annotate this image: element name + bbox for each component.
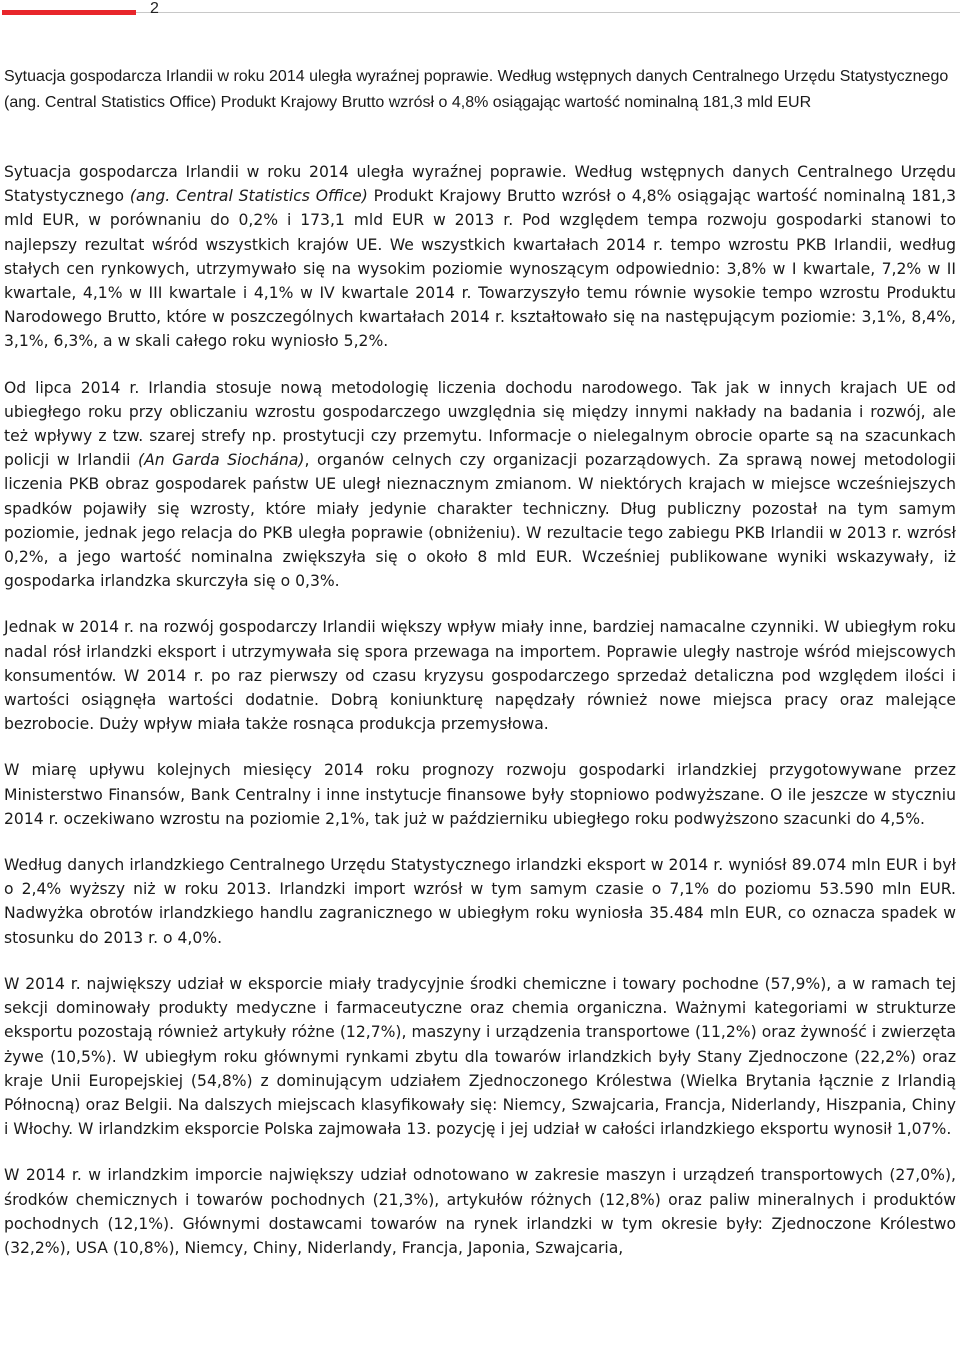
paragraph-imports: W 2014 r. w irlandzkim imporcie największy udział odnotowano w zakresie maszyn i urządzeń transportowych (27,0%), środków chemicznych i towarów pochodnych (21,3%), artykułów różnych (12,8%) oraz paliw mineralnych i produktów pochodnych (12,1%). Głównymi dostawcami towarów na rynek irlandzki w tym okresie były: Zjednoczone Królestwo (32,2%), USA (10,8%), Niemcy, Chiny, Niderlandy, Francja, Japonia, Szwajcaria, bbox=[4, 1166, 956, 1257]
page-header bbox=[0, 0, 960, 30]
paragraph-gdp-growth bbox=[4, 160, 956, 354]
paragraph-methodology-text-a: Od lipca 2014 r. Irlandia stosuje nową metodologię liczenia dochodu narodowego. Tak jak w innych krajach UE od ubiegłego roku przy obliczaniu wzrostu gospodarczego uwzględnia się między innymi nakłady na badania i rozwój, ale też wpływy z tzw. szarej strefy np. prostytucji czy przemytu. Informacje o nielegalnym obrocie oparte są na szacunkach policji w Irlandii bbox=[4, 378, 956, 470]
header-gray-rule bbox=[136, 12, 960, 13]
paragraph-forecasts: W miarę upływu kolejnych miesięcy 2014 roku prognozy rozwoju gospodarki irlandzkiej przygotowywane przez Ministerstwo Finansów, Bank Centralny i inne instytucje finansowe były stopniowo podwyższane. O ile jeszcze w styczniu 2014 r. oczekiwano wzrostu na poziomie 2,1%, tak już w październiku ubiegłego roku podwyższono szacunki do 4,5%. bbox=[4, 761, 956, 828]
header-red-rule bbox=[2, 10, 136, 15]
paragraph-methodology-italic: (An Garda Siochána) bbox=[138, 451, 305, 470]
paragraph-gdp-growth-text-b: Produkt Krajowy Brutto wzrósł o 4,8% osiągając wartość nominalną 181,3 mld EUR, w porównaniu do 0,2% i 173,1 mld EUR w 2013 r. Pod względem tempa rozwoju gospodarki stanowi to najlepszy rezultat wśród wszystkich krajów UE. We wszystkich kwartałach 2014 r. tempo wzrostu PKB Irlandii, według stałych cen rynkowych, utrzymywało się na wysokim poziomie wynoszącym odpowiednio: 3,8% w I kwartale, 7,2% w II kwartale, 4,1% w III kwartale i 4,1% w IV kwartale 2014 r. Towarzyszyło temu równie wysokie tempo wzrostu Produktu Narodowego Brutto, które w poszczególnych kwartałach 2014 r. kształtowało się na następującym poziomie: 3,1%, 8,4%, 3,1%, 6,3%, a w skali całego roku wyniosło 5,2%. bbox=[4, 187, 956, 351]
paragraph-growth-factors: Jednak w 2014 r. na rozwój gospodarczy Irlandii większy wpływ miały inne, bardziej namacalne czynniki. W ubiegłym roku nadal rósł irlandzki eksport i utrzymywała się spora przewaga na importem. Poprawie uległy nastroje wśród miejscowych konsumentów. W 2014 r. po raz pierwszy od czasu kryzysu gospodarczego sprzedaż detaliczna pod względem ilości i wartości osiągnęła wartości dodatnie. Dobrą koniunkturę napędzały również nowe miejsca pracy oraz malejące bezrobocie. Duży wpływ miała także rosnąca produkcja przemysłowa. bbox=[4, 618, 956, 734]
paragraph-methodology bbox=[4, 376, 956, 594]
paragraph-gdp-growth-text-a: Sytuacja gospodarcza Irlandii w roku 2014 uległa wyraźnej poprawie. Według wstępnych danych Centralnego Urzędu Statystycznego bbox=[4, 163, 956, 206]
paragraph-methodology-text-b: , organów celnych czy organizacji pozarządowych. Za sprawą nowej metodologii liczenia PKB obraz gospodarek państw UE uległ nieznacznym zmianom. W niektórych krajach w miejsce wcześniejszych spadków pojawiły się wzrosty, które miały jedynie charakter techniczny. Dług publiczny pozostał na tym samym poziomie, jednak jego relacja do PKB uległa poprawie (obniżeniu). W rezultacie tego zabiegu PKB Irlandii w 2013 r. wzrósł 0,2%, a jego wartość nominalna zwiększyła się o około 8 mld EUR. Wcześniej publikowane wyniki wskazywały, iż gospodarka irlandzka skurczyła się o 0,3%. bbox=[4, 451, 956, 591]
page-number: 2 bbox=[150, 0, 159, 17]
paragraph-trade: Według danych irlandzkiego Centralnego Urzędu Statystycznego irlandzki eksport w 2014 r. wyniósł 89.074 mln EUR i był o 2,4% wyższy niż w roku 2013. Irlandzki import wzrósł w tym samym czasie o 7,1% do poziomu 53.590 mln EUR. Nadwyżka obrotów irlandzkiego handlu zagranicznego w ubiegłym roku wyniosła 35.484 mln EUR, co oznacza spadek w stosunku do 2013 r. o 4,0%. bbox=[4, 856, 956, 947]
lead-paragraph: Sytuacja gospodarcza Irlandii w roku 2014 uległa wyraźnej poprawie. Według wstępnych danych Centralnego Urzędu Statystycznego (ang. Central Statistics Office) Produkt Krajowy Brutto wzrósł o 4,8% osiągając wartość nominalną 181,3 mld EUR bbox=[4, 68, 949, 111]
paragraph-exports: W 2014 r. największy udział w eksporcie miały tradycyjnie środki chemiczne i towary pochodne (57,9%), a w ramach tej sekcji dominowały produkty medyczne i farmaceutyczne oraz chemia organiczna. Ważnymi kategoriami w strukturze eksportu pozostają również artykuły różne (12,7%), maszyny i urządzenia transportowe (11,2%) oraz żywność i zwierzęta żywe (10,5%). W ubiegłym roku głównymi rynkami zbytu dla towarów irlandzkich były Stany Zjednoczone (22,2%) oraz kraje Unii Europejskiej (54,8%) z dominującym udziałem Zjednoczonego Królestwa (Wielka Brytania łącznie z Irlandią Północną) oraz Belgii. Na dalszych miejscach klasyfikowały się: Niemcy, Szwajcaria, Francja, Niderlandy, Hiszpania, Chiny i Włochy. W irlandzkim eksporcie Polska zajmowała 13. pozycję i jej udział w całości irlandzkiego eksportu wynosił 1,07%. bbox=[4, 974, 956, 1139]
paragraph-gdp-growth-italic: (ang. Central Statistics Office) bbox=[129, 187, 368, 206]
document-body bbox=[4, 160, 956, 1282]
